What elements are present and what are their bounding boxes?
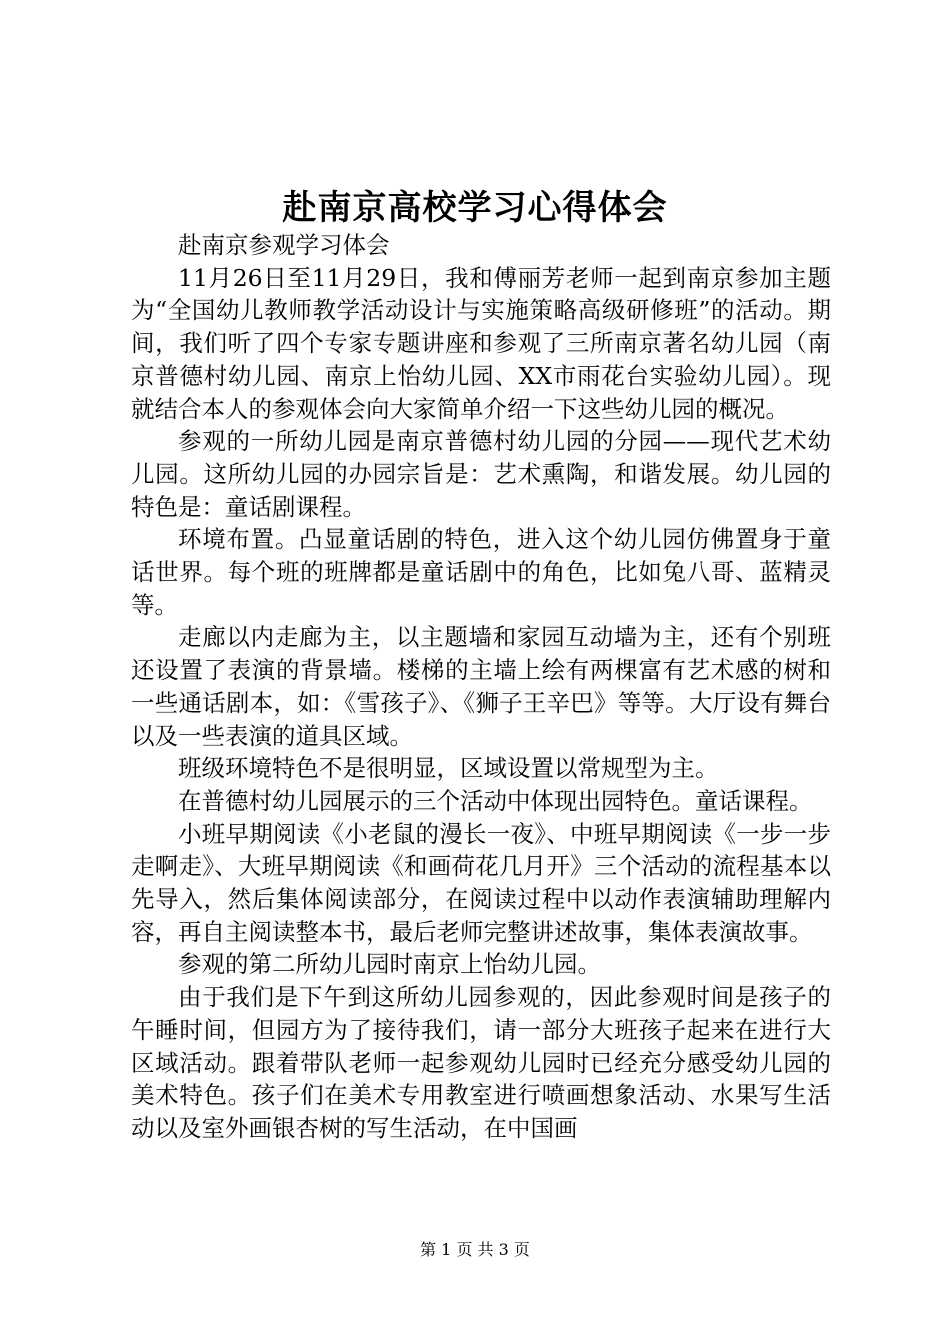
paragraph: 班级环境特色不是很明显，区域设置以常规型为主。 xyxy=(178,754,719,783)
document-title: 赴南京高校学习心得体会 xyxy=(282,188,668,228)
paragraph: 参观的一所幼儿园是南京普德村幼儿园的分园——现代艺术幼儿园。这所幼儿园的办园宗旨是：艺术熏陶，和谐发展。幼儿园的特色是：童话剧课程。 xyxy=(131,427,831,521)
paragraph: 环境布置。凸显童话剧的特色，进入这个幼儿园仿佛置身于童话世界。每个班的班牌都是童话剧中的角色，比如兔八哥、蓝精灵等。 xyxy=(131,525,831,619)
paragraph: 走廊以内走廊为主，以主题墙和家园互动墙为主，还有个别班还设置了表演的背景墙。楼梯的主墙上绘有两棵富有艺术感的树和一些通话剧本，如：《雪孩子》、《狮子王辛巴》等等。大厅设有舞台以及一些表演的道具区域。 xyxy=(131,623,831,750)
document-body xyxy=(131,229,831,1145)
paragraph: 在普德村幼儿园展示的三个活动中体现出园特色。童话课程。 xyxy=(178,786,813,815)
paragraph: 赴南京参观学习体会 xyxy=(178,231,390,259)
paragraph: 参观的第二所幼儿园时南京上怡幼儿园。 xyxy=(178,950,601,979)
paragraph: 由于我们是下午到这所幼儿园参观的，因此参观时间是孩子的午睡时间，但园方为了接待我们，请一部分大班孩子起来在进行大区域活动。跟着带队老师一起参观幼儿园时已经充分感受幼儿园的美术特色。孩子们在美术专用教室进行喷画想象活动、水果写生活动以及室外画银杏树的写生活动，在中国画 xyxy=(131,983,831,1142)
page-footer: 第 1 页 共 3 页 xyxy=(420,1240,530,1259)
paragraph: 小班早期阅读《小老鼠的漫长一夜》、中班早期阅读《一步一步走啊走》、大班早期阅读《和画荷花几月开》三个活动的流程基本以先导入，然后集体阅读部分，在阅读过程中以动作表演辅助理解内容，再自主阅读整本书，最后老师完整讲述故事，集体表演故事。 xyxy=(131,819,831,946)
paragraph: 11月26日至11月29日，我和傅丽芳老师一起到南京参加主题为“全国幼儿教师教学活动设计与实施策略高级研修班”的活动。期间，我们听了四个专家专题讲座和参观了三所南京著名幼儿园（南京普德村幼儿园、南京上怡幼儿园、XX市雨花台实验幼儿园）。现就结合本人的参观体会向大家简单介绍一下这些幼儿园的概况。 xyxy=(131,263,831,423)
